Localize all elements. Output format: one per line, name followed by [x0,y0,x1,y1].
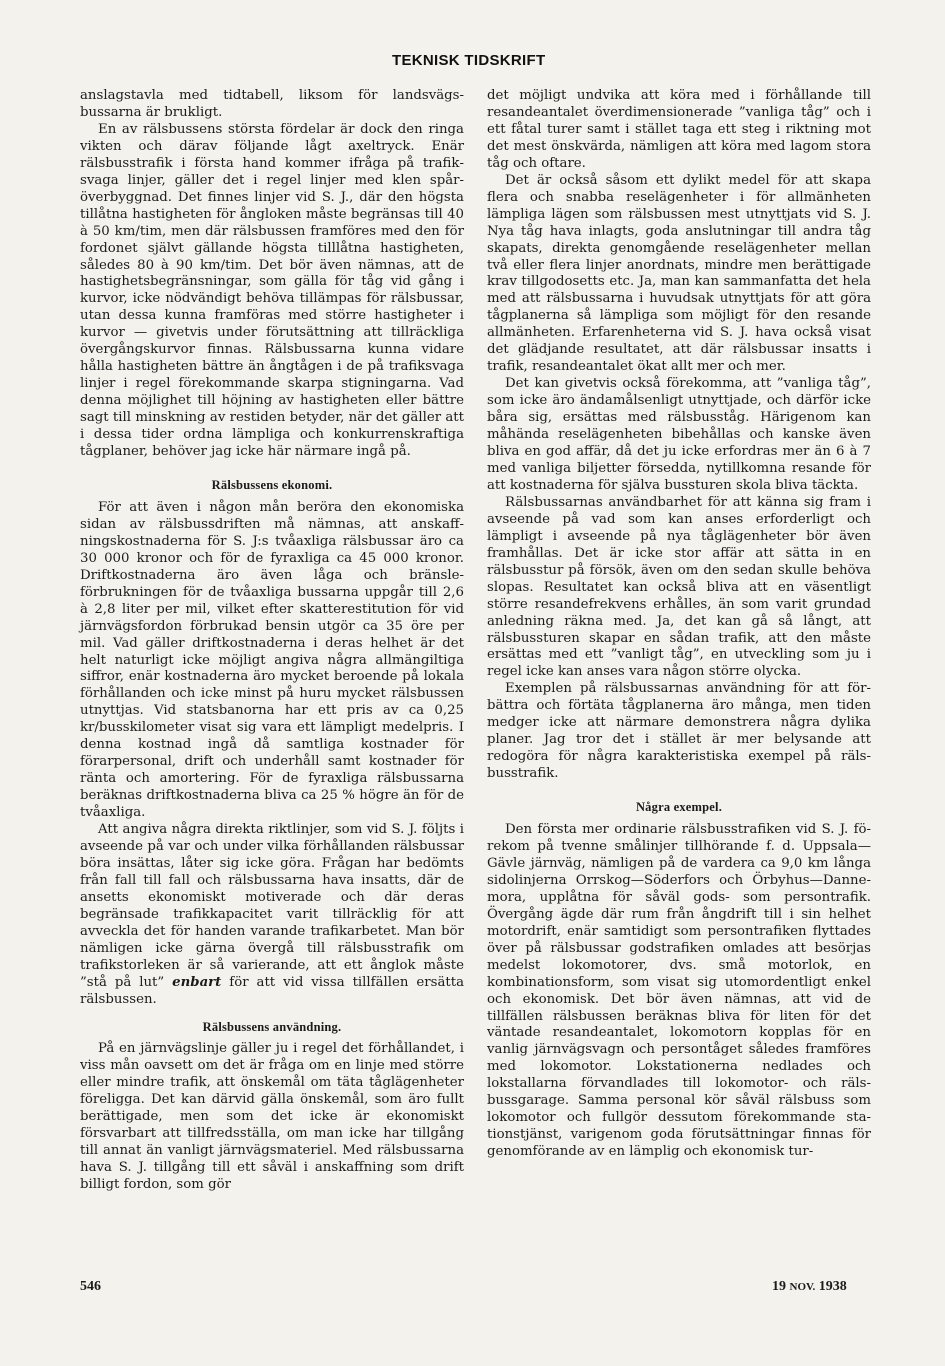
date-day: 19 [772,1279,786,1294]
paragraph: Exemplen på rälsbussarnas användning för att förbättra och förtäta tågplanerna äro många, men tiden medger icke att närmare demonstrera några dylika planer. Jag tror det i stället är mer belysande att redogöra för några karakteristiska exempel på rälsbusstrafik. [487,681,871,782]
paragraph: För att även i någon mån beröra den ekonomiska sidan av rälsbussdriften må nämnas, att anskaffningskostnaderna för S. J:s tvåaxliga rälsbussar äro ca 30 000 kronor och för de fyraxliga ca 45 000 kronor. Driftkostnaderna äro även låga och bränsleförbrukningen för de tvåaxliga bussarna uppgår till 2,6 à 2,8 liter per mil, vilket efter skatterestitution för vid järnvägsfordon förbrukad bensin utgör ca 35 öre per mil. Vad gäller driftkostnaderna i deras helhet är det helt naturligt icke möjligt angiva några allmängiltiga siffror, enär kostnaderna äro mycket beroende på lokala förhållanden och icke minst på huru mycket rälsbussen utnyttjas. Vid statsbanorna har ett pris av ca 0,25 kr/busskilometer visat sig vara ett lämpligt medelpris. I denna kostnad ingå då samtliga kostnader för förarpersonal, drift och underhåll samt kostnader för ränta och amortering. För de fyraxliga rälsbussarna beräknas driftkostnaderna bliva ca 25 % högre än för de tvåaxliga. [80,499,464,821]
page-number: 546 [80,1279,101,1294]
right-column [487,88,871,1161]
journal-title: TEKNISK TIDSKRIFT [392,52,546,69]
section-heading-economy: Rälsbussens ekonomi. [211,477,333,492]
paragraph: Det kan givetvis också förekomma, att ”vanliga tåg”, som icke äro ändamålsenligt utnyttjade, och därför icke båra sig, ersättas med rälsbusståg. Härigenom kan måhända reselägenheten bibehållas och kanske även bliva en god affär, då det ju icke erfordras mer än 6 à 7 med vanliga biljetter försedda, nytillkomna resande för att kostnaderna för själva bussturen skola bliva täckta. [487,376,871,493]
paragraph: En av rälsbussens största fördelar är dock den ringa vikten och därav följande lågt axeltryck. Enär rälsbusstrafik i första hand kommer ifråga på trafiksvaga linjer, gäller det i regel linjer med klen spåröverbyggnad. Det finnes linjer vid S. J., där den högsta tillåtna hastigheten för ångloken måste begränsas till 40 à 50 km/tim, men där rälsbussen framföres med den för fordonet självt gällande högsta tilllåtna hastigheten, således 80 à 90 km/tim. Det bör även nämnas, att de hastighetsbegränsningar, som gälla för tåg vid gång i kurvor, icke nödvändigt behöva tillämpas för rälsbussar, utan dessa kunna framföras med större hastigheter i kurvor — givetvis under förutsättning att tillräckliga övergångskurvor finnas. Rälsbussarna kunna vidare hålla hastigheten bättre än ångtågen i de på trafiksvaga linjer i regel förekommande skarpa stigningarna. Vad denna möjlighet till höjning av hastigheten eller bättre sagt till minskning av restiden betyder, när det gäller att i dessa tider ordna lämpliga och konkurrenskraftiga tågplaner, behöver jag icke här närmare ingå på. [80,121,464,460]
text-run: för att vid vissa tillfällen ersätta rälsbussen. [80,974,464,1007]
paragraph: På en järnvägslinje gäller ju i regel det förhållandet, i viss mån oavsett om det är fråga om en linje med större eller mindre trafik, att önskemål om täta tåglägenheter föreligga. Det kan därvid gälla önskemål, som äro fullt berättigade, men som det icke är ekonomiskt försvarbart att tillfredsställa, om man icke har tillgång till annat än vanligt järnvägsmateriel. Med rälsbussarna hava S. J. tillgång till ett såväl i anskaffning som drift billigt fordon, som gör [80,1041,464,1193]
section-heading-usage: Rälsbussens användning. [202,1019,342,1034]
date-month: NOV. [789,1281,816,1293]
paragraph: anslagstavla med tidtabell, liksom för landsvägsbussarna är brukligt. [80,88,464,120]
date-year: 1938 [818,1279,847,1294]
paragraph [80,822,464,1008]
paragraph: Det är också såsom ett dylikt medel för att skapa flera och snabba reselägenheter i för allmänheten lämpliga lägen som rälsbussen mest utnyttjats vid S. J. Nya tåg hava inlagts, goda anslutningar till andra tåg skapats, direkta genomgående reselägenheter mellan två eller flera linjer anordnats, mindre men berättigade krav tillgodosetts etc. Ja, man kan sammanfatta det hela med att rälsbussarna i huvudsak utnyttjats för att göra tågplanerna så lämpliga som möjligt för den resande allmänheten. Erfarenheterna vid S. J. hava också visat det glädjande resultatet, att där rälsbussar insatts i trafik, resandeantalet ökat allt mer och mer. [487,172,871,375]
paragraph: det möjligt undvika att köra med i förhållande till resandeantalet överdimensionerade ”vanliga tåg” och i ett fåtal turer samt i stället taga ett steg i riktning mot det mest önskvärda, nämligen att köra med lagom stora tåg och oftare. [487,88,871,171]
left-column [80,88,464,1194]
text-run: Att angiva några direkta riktlinjer, som vid S. J. följts i avseende på var och under vilka förhållanden rälsbussar böra insättas, låter sig icke göra. Frågan har bedömts från fall till fall och rälsbussarna hava insatts, där de ansetts ekonomiskt motiverade och där deras begränsade trafikkapacitet varit tillräcklig för att avveckla det för handen varande trafikarbetet. Man bör nämligen icke gärna övergå till rälsbusstrafik om trafikstorleken är så varierande, att ett ånglok måste ”stå på lut” [80,822,464,990]
emphasized-word: enbart [172,974,222,990]
issue-date [772,1279,847,1295]
paragraph: Den första mer ordinarie rälsbusstrafiken vid S. J. förekom på tvenne smålinjer tillhörande f. d. Uppsala—Gävle järnväg, nämligen på de vardera ca 9,0 km långa sidolinjerna Orrskog—Söderfors och Örbyhus—Dannemora, upplåtna för såväl gods- som persontrafik. Övergång ägde där rum från ångdrift till i sin helhet motordrift, enär samtidigt som persontrafiken flyttades över på rälsbussar godstrafiken omlades att besörjas medelst lokomotorer, dvs. små motorlok, en kombinationsform, som visat sig utomordentligt enkel och ekonomisk. Det bör även nämnas, att vid de tillfällen rälsbussen beräknas bliva för liten för det väntade resandeantalet, lokomotorn kopplas för en vanlig järnvägsvagn och persontåget således framföres med lokomotor. Lokstationerna nedlades och lokstallarna förvandlades till lokomotor- och rälsbussgarage. Samma personal kör såväl rälsbuss som lokomotor och fullgör dessutom förekommande stationstjänst, varigenom goda förutsättningar finnas för genomförande av en lämplig och ekonomisk tur- [487,822,871,1160]
paragraph: Rälsbussarnas användbarhet för att känna sig fram i avseende på vad som kan anses erforderligt och lämpligt i avseende på nya tåglägenheter bör även framhållas. Det är icke stor affär att sätta in en rälsbusstur på försök, även om den sedan skulle behöva slopas. Resultatet kan också bliva att en väsentligt större resandefrekvens erhålles, än som varit grundad anledning räkna med. Ja, det kan gå så långt, att rälsbussturen skapar en sådan trafik, att den måste ersättas med ett ”vanligt tåg”, en utveckling som ju i regel icke kan anses vara någon större olycka. [487,494,871,680]
section-heading-examples: Några exempel. [635,800,723,815]
